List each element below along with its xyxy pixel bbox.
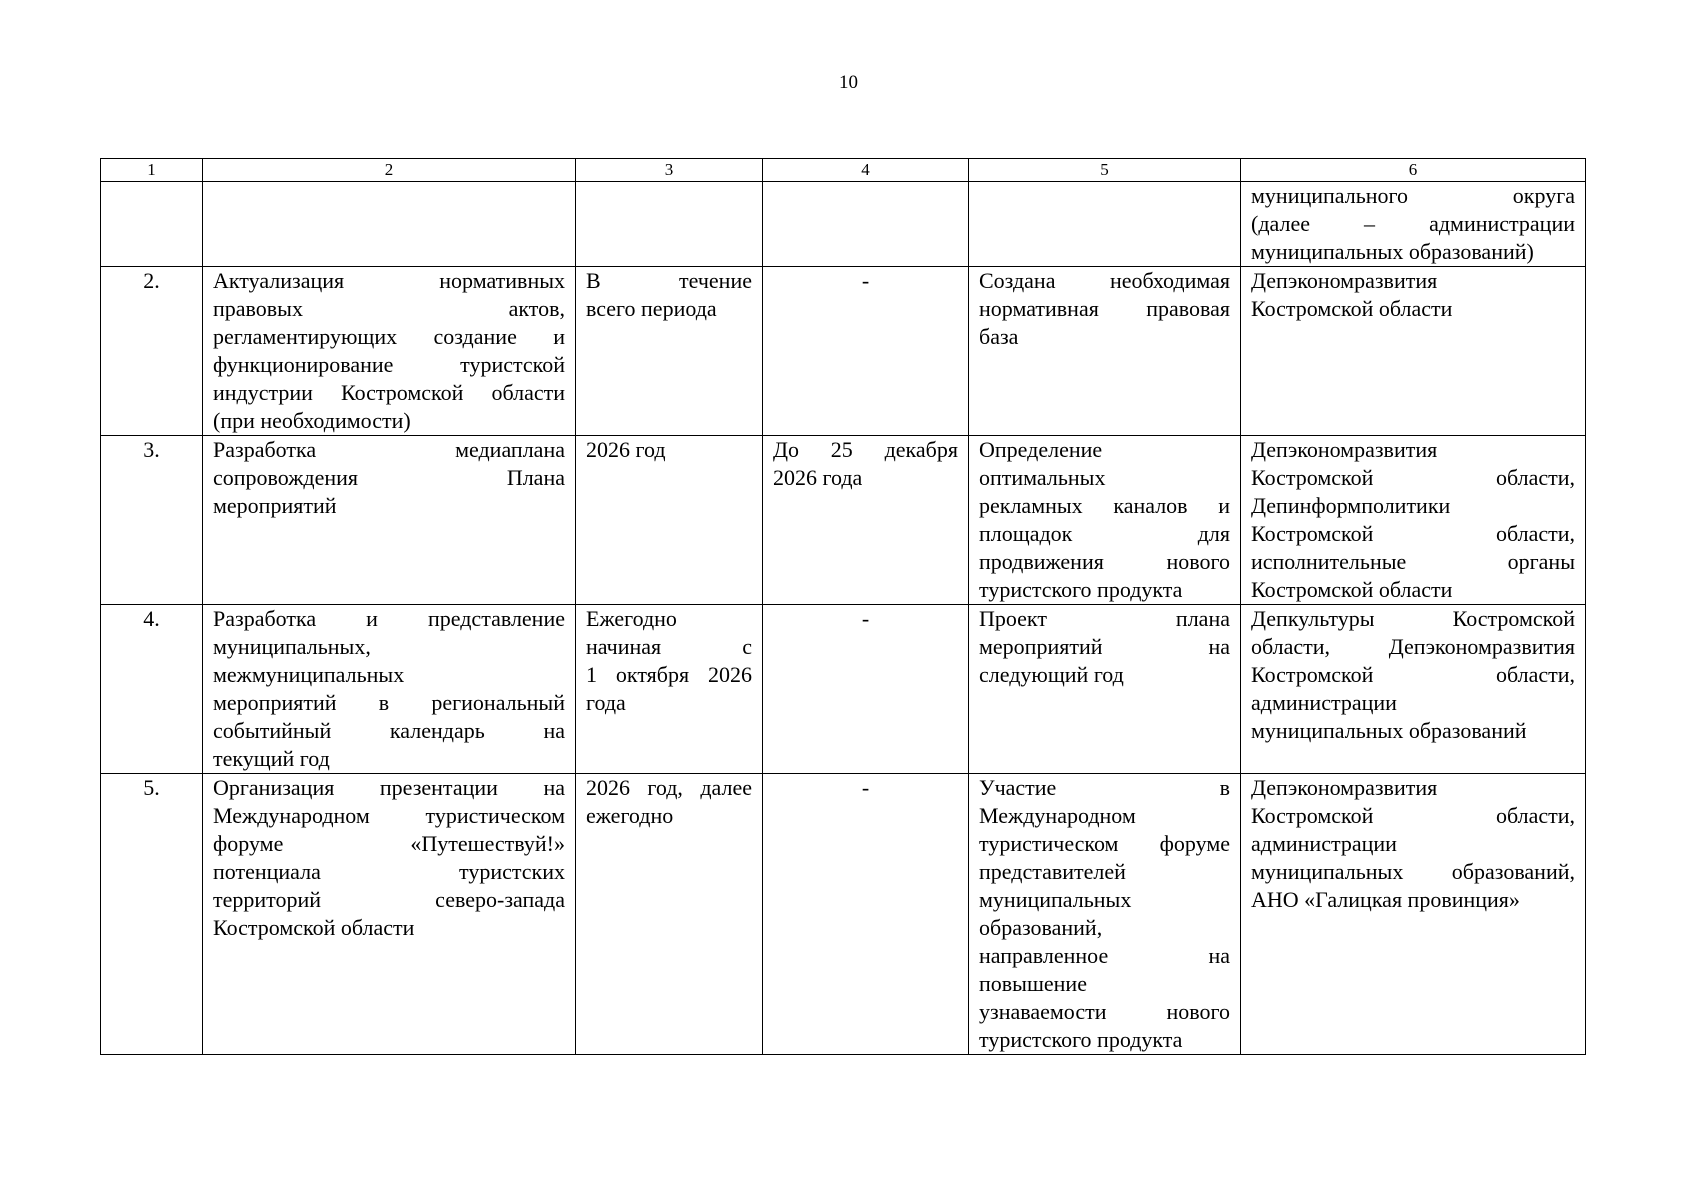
row-number-cell: 2. xyxy=(101,267,203,436)
cell-text-line: индустрии Костромской области xyxy=(213,380,565,405)
cell-text-line: направленное на xyxy=(979,943,1230,968)
cell-text-line: Участие в xyxy=(979,775,1230,800)
cell-text-line: Депкультуры Костромской xyxy=(1251,606,1575,631)
cell-text-line: Ежегодно xyxy=(586,606,677,631)
table-row xyxy=(101,436,1586,605)
completion-date-cell xyxy=(763,436,969,605)
cell-text-line: муниципальных, xyxy=(213,634,371,659)
expected-result-cell xyxy=(969,267,1241,436)
table-row xyxy=(101,182,1586,267)
responsible-cell xyxy=(1241,182,1586,267)
cell-text-line: До 25 декабря xyxy=(773,437,958,462)
activity-cell xyxy=(203,267,576,436)
cell-text-line: нормативная правовая xyxy=(979,296,1230,321)
cell-text-line: Организация презентации на xyxy=(213,775,565,800)
deadline-cell xyxy=(576,267,763,436)
cell-text-line: Международном туристическом xyxy=(213,803,565,828)
cell-text-line: Проект плана xyxy=(979,606,1230,631)
events-plan-table xyxy=(100,158,1586,1055)
cell-text-line: 2026 год, далее xyxy=(586,775,752,800)
activity-cell xyxy=(203,436,576,605)
expected-result-cell xyxy=(969,605,1241,774)
cell-text-line: муниципального округа xyxy=(1251,183,1575,208)
cell-text-line: муниципальных образований) xyxy=(1251,239,1534,264)
cell-text-line: АНО «Галицкая провинция» xyxy=(1251,887,1520,912)
row-number-cell: 3. xyxy=(101,436,203,605)
responsible-cell xyxy=(1241,774,1586,1055)
cell-text-line: всего периода xyxy=(586,296,717,321)
expected-result-cell xyxy=(969,436,1241,605)
table-body xyxy=(101,182,1586,1055)
table-row xyxy=(101,267,1586,436)
table-row xyxy=(101,605,1586,774)
dash-mark: - xyxy=(861,775,870,800)
column-number: 1 xyxy=(101,159,203,182)
cell-text-line: Разработка и представление xyxy=(213,606,565,631)
cell-text-line: туристского продукта xyxy=(979,577,1183,602)
cell-text-line: рекламных каналов и xyxy=(979,493,1230,518)
cell-text-line: муниципальных xyxy=(979,887,1132,912)
column-number-row xyxy=(101,159,1586,182)
activity-cell xyxy=(203,182,576,267)
responsible-cell xyxy=(1241,605,1586,774)
row-number-cell xyxy=(101,182,203,267)
cell-text-line: Костромской области xyxy=(1251,577,1453,602)
completion-date-cell xyxy=(763,267,969,436)
cell-text-line: текущий год xyxy=(213,746,330,771)
cell-text-line: территорий северо-запада xyxy=(213,887,565,912)
responsible-cell xyxy=(1241,436,1586,605)
cell-text-line: Депэкономразвития xyxy=(1251,775,1438,800)
cell-text-line: администрации xyxy=(1251,831,1397,856)
cell-text-line: сопровождения Плана xyxy=(213,465,565,490)
completion-date-cell xyxy=(763,182,969,267)
activity-cell xyxy=(203,605,576,774)
cell-text-line: Депэкономразвития xyxy=(1251,437,1438,462)
cell-text-line: 2026 год xyxy=(586,437,666,462)
completion-date-cell xyxy=(763,774,969,1055)
cell-text-line: регламентирующих создание и xyxy=(213,324,565,349)
cell-text-line: Костромской области xyxy=(213,915,415,940)
cell-text-line: туристическом форуме xyxy=(979,831,1230,856)
cell-text-line: потенциала туристских xyxy=(213,859,565,884)
cell-text-line: Костромской области, xyxy=(1251,521,1575,546)
cell-text-line: Костромской области, xyxy=(1251,803,1575,828)
cell-text-line: Актуализация нормативных xyxy=(213,268,565,293)
table-row xyxy=(101,774,1586,1055)
completion-date-cell xyxy=(763,605,969,774)
deadline-cell xyxy=(576,605,763,774)
cell-text-line: (при необходимости) xyxy=(213,408,411,433)
cell-text-line: следующий год xyxy=(979,662,1124,687)
cell-text-line: Международном xyxy=(979,803,1136,828)
cell-text-line: Депэкономразвития xyxy=(1251,268,1438,293)
responsible-cell xyxy=(1241,267,1586,436)
row-number-cell: 4. xyxy=(101,605,203,774)
deadline-cell xyxy=(576,774,763,1055)
cell-text-line: правовых актов, xyxy=(213,296,565,321)
cell-text-line: мероприятий xyxy=(213,493,337,518)
column-number: 6 xyxy=(1241,159,1586,182)
cell-text-line: Депинформполитики xyxy=(1251,493,1451,518)
column-number: 3 xyxy=(576,159,763,182)
cell-text-line: межмуниципальных xyxy=(213,662,405,687)
cell-text-line: начиная с xyxy=(586,634,752,659)
cell-text-line: мероприятий в региональный xyxy=(213,690,565,715)
cell-text-line: ежегодно xyxy=(586,803,674,828)
cell-text-line: Определение xyxy=(979,437,1103,462)
cell-text-line: В течение xyxy=(586,268,752,293)
cell-text-line: (далее – администрации xyxy=(1251,211,1575,236)
cell-text-line: форуме «Путешествуй!» xyxy=(213,831,565,856)
cell-text-line: образований, xyxy=(979,915,1103,940)
cell-text-line: Создана необходимая xyxy=(979,268,1230,293)
cell-text-line: области, Депэкономразвития xyxy=(1251,634,1575,659)
expected-result-cell xyxy=(969,182,1241,267)
cell-text-line: мероприятий на xyxy=(979,634,1230,659)
column-number: 2 xyxy=(203,159,576,182)
cell-text-line: представителей xyxy=(979,859,1126,884)
cell-text-line: 1 октября 2026 xyxy=(586,662,752,687)
cell-text-line: администрации xyxy=(1251,690,1397,715)
activity-cell xyxy=(203,774,576,1055)
dash-mark: - xyxy=(861,268,870,293)
deadline-cell xyxy=(576,182,763,267)
cell-text-line: года xyxy=(586,690,626,715)
deadline-cell xyxy=(576,436,763,605)
cell-text-line: 2026 года xyxy=(773,465,863,490)
cell-text-line: муниципальных образований xyxy=(1251,718,1527,743)
page-number: 10 xyxy=(839,72,858,93)
column-number: 5 xyxy=(969,159,1241,182)
row-number-cell: 5. xyxy=(101,774,203,1055)
cell-text-line: база xyxy=(979,324,1019,349)
cell-text-line: Костромской области xyxy=(1251,296,1453,321)
cell-text-line: продвижения нового xyxy=(979,549,1230,574)
cell-text-line: Костромской области, xyxy=(1251,662,1575,687)
cell-text-line: узнаваемости нового xyxy=(979,999,1230,1024)
cell-text-line: площадок для xyxy=(979,521,1230,546)
cell-text-line: оптимальных xyxy=(979,465,1106,490)
cell-text-line: функционирование туристской xyxy=(213,352,565,377)
cell-text-line: муниципальных образований, xyxy=(1251,859,1575,884)
cell-text-line: Костромской области, xyxy=(1251,465,1575,490)
cell-text-line: событийный календарь на xyxy=(213,718,565,743)
expected-result-cell xyxy=(969,774,1241,1055)
cell-text-line: туристского продукта xyxy=(979,1027,1183,1052)
cell-text-line: исполнительные органы xyxy=(1251,549,1575,574)
cell-text-line: повышение xyxy=(979,971,1087,996)
dash-mark: - xyxy=(861,606,870,631)
cell-text-line: Разработка медиаплана xyxy=(213,437,565,462)
column-number: 4 xyxy=(763,159,969,182)
